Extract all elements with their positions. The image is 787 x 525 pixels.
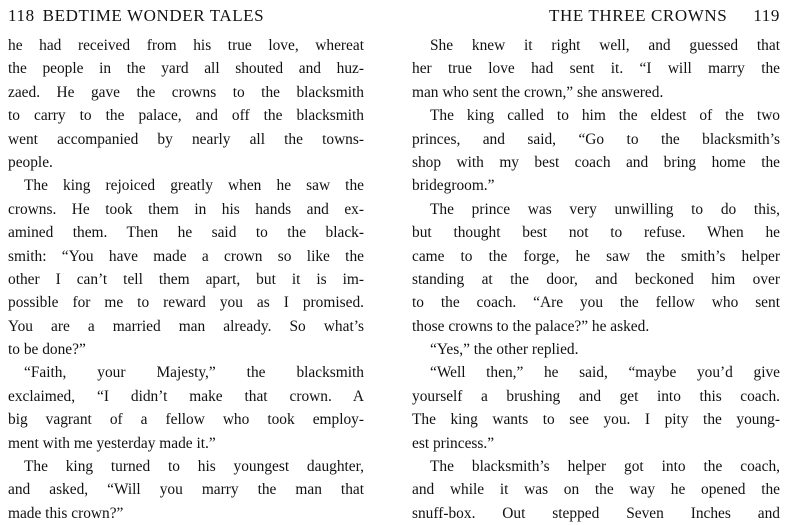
- text-line: The king turned to his youngest daughter,: [24, 458, 364, 476]
- text-line: and asked, “Will you marry the man that: [8, 481, 364, 499]
- left-page: [8, 0, 364, 522]
- text-line: he had received from his true love, whereat: [8, 37, 364, 54]
- text-line: snuff-box. Out stepped Seven Inches and: [412, 504, 780, 522]
- text-line: smith: “You have made a crown so like the: [8, 247, 364, 265]
- text-line: people.: [8, 153, 53, 171]
- text-line: standing at the door, and beckoned him over: [412, 270, 780, 288]
- text-line: and while it was on the way he opened the: [412, 481, 780, 499]
- text-line: her true love had sent it. “I will marry the: [412, 60, 780, 78]
- left-body-text: [8, 34, 364, 525]
- text-line: to be done?”: [8, 341, 86, 359]
- text-line: but thought best not to refuse. When he: [412, 224, 780, 242]
- text-line: The king called to him the eldest of the two: [430, 107, 780, 125]
- text-line: big vagrant of a fellow who took employ-: [8, 411, 364, 429]
- text-line: yourself a brushing and get into this coach.: [412, 387, 780, 405]
- text-line: “Well then,” he said, “maybe you’d give: [430, 364, 780, 382]
- text-line: man who sent the crown,” she answered.: [412, 83, 664, 101]
- text-line: possible for me to reward you as I promised.: [8, 294, 364, 312]
- text-line: She knew it right well, and guessed that: [430, 37, 780, 54]
- left-page-number: 118: [8, 6, 35, 25]
- text-line: “Yes,” the other replied.: [430, 341, 579, 359]
- text-line: amined them. Then he said to the black-: [8, 224, 364, 242]
- left-running-title: BEDTIME WONDER TALES: [42, 6, 265, 25]
- right-body-text: [412, 34, 780, 525]
- text-line: went accompanied by nearly all the towns-: [8, 130, 364, 148]
- text-line: the people in the yard all shouted and huz-: [8, 60, 364, 78]
- text-line: came to the forge, he saw the smith’s helper: [412, 247, 780, 265]
- right-page-number: 119: [753, 6, 780, 25]
- right-page: [412, 0, 780, 522]
- text-line: to the coach. “Are you the fellow who sent: [412, 294, 780, 312]
- text-line: crowns. He took them in his hands and ex-: [8, 200, 364, 218]
- text-line: to carry to the palace, and off the blacksmith: [8, 107, 364, 125]
- text-line: made this crown?”: [8, 504, 124, 522]
- text-line: The king rejoiced greatly when he saw the: [24, 177, 364, 195]
- text-line: The king wants to see you. I pity the young-: [412, 411, 780, 429]
- right-running-head: [412, 2, 780, 30]
- text-line: exclaimed, “I didn’t make that crown. A: [8, 387, 364, 405]
- text-line: “Faith, your Majesty,” the blacksmith: [24, 364, 364, 382]
- text-line: ment with me yesterday made it.”: [8, 434, 216, 452]
- text-line: shop with my best coach and bring home the: [412, 153, 780, 171]
- text-line: You are a married man already. So what’s: [8, 317, 364, 335]
- text-line: princes, and said, “Go to the blacksmith’s: [412, 130, 780, 148]
- text-line: The prince was very unwilling to do this,: [430, 200, 780, 218]
- text-line: those crowns to the palace?” he asked.: [412, 317, 650, 335]
- text-line: bridegroom.”: [412, 177, 495, 195]
- right-running-title: THE THREE CROWNS: [548, 6, 728, 25]
- text-line: other I can’t tell them apart, but it is im-: [8, 270, 364, 288]
- left-running-head: [8, 2, 364, 30]
- text-line: est princess.”: [412, 434, 495, 452]
- text-line: zaed. He gave the crowns to the blacksmith: [8, 83, 364, 101]
- text-line: The blacksmith’s helper got into the coach,: [430, 458, 780, 476]
